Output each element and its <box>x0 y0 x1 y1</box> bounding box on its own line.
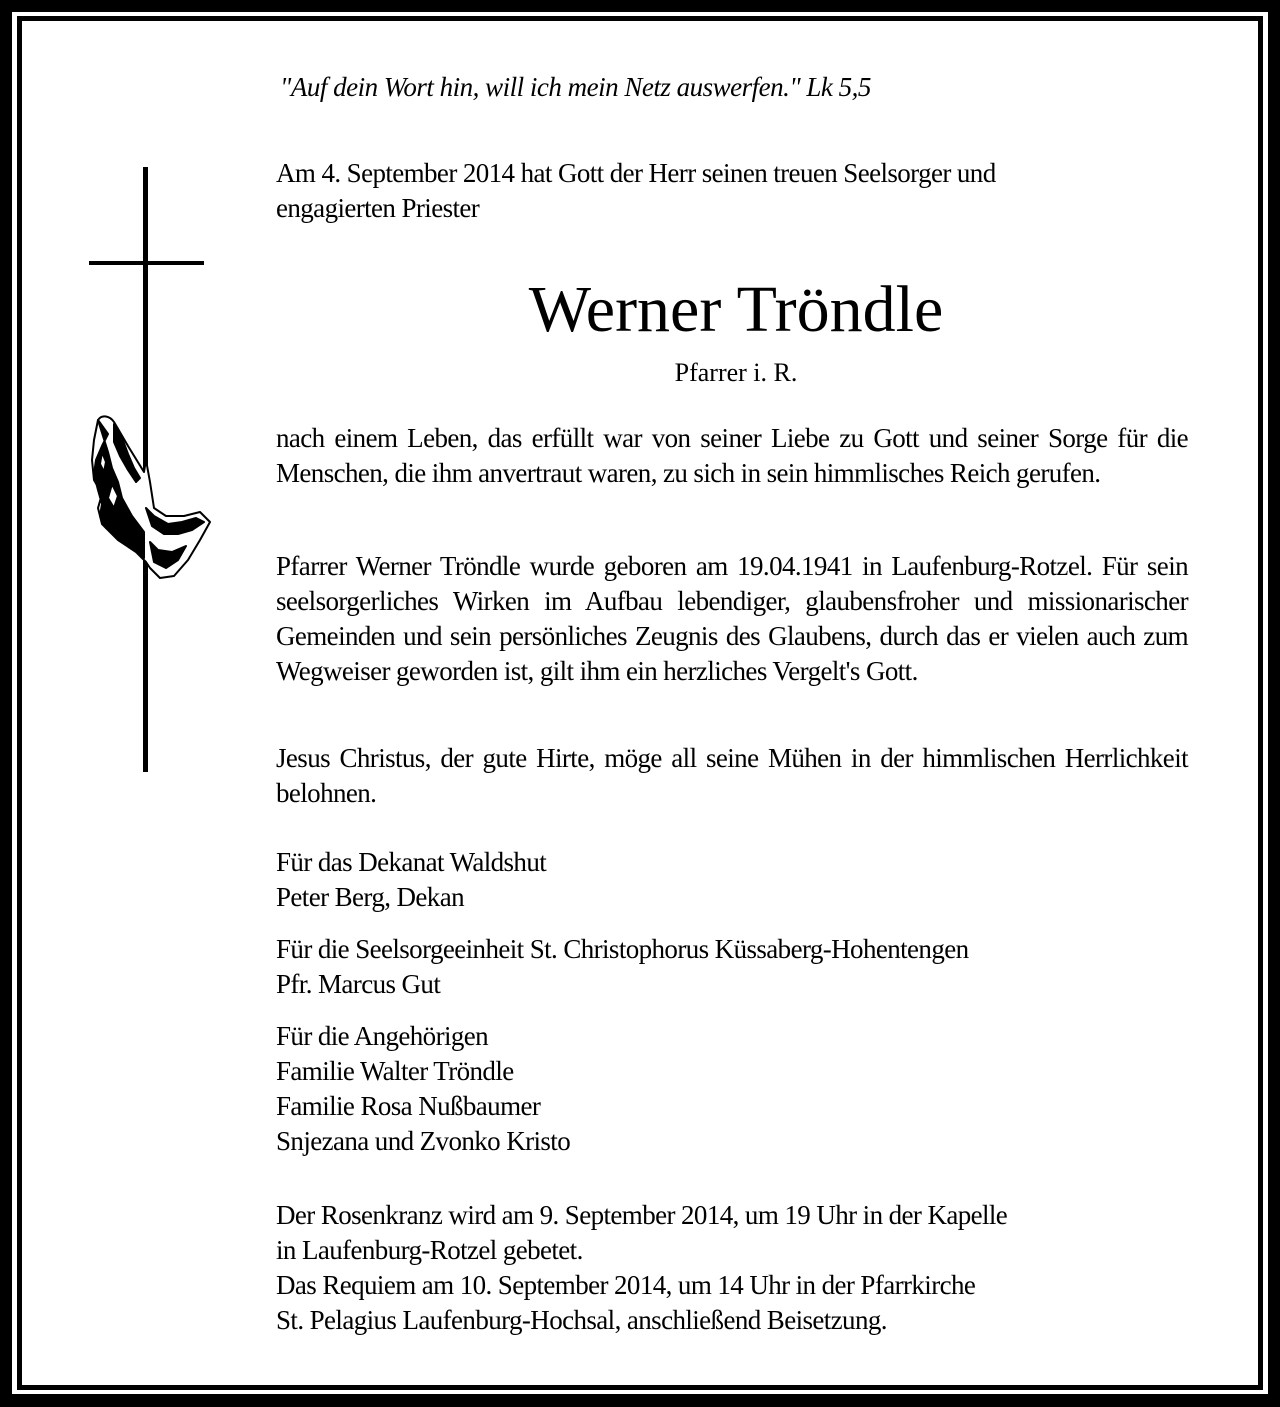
signature-line: Peter Berg, Dekan <box>276 882 464 912</box>
signature-line: Für die Angehörigen <box>276 1021 489 1051</box>
signature-line: Snjezana und Zvonko Kristo <box>276 1126 571 1156</box>
intro-line: Am 4. September 2014 hat Gott der Herr seinen treuen Seelsorger und <box>276 158 996 188</box>
service-announcements <box>276 1198 1188 1338</box>
paragraph-blessing: Jesus Christus, der gute Hirte, möge all seine Mühen in der himmlischen Herrlichkeit belohnen. <box>276 743 1188 808</box>
signature-block-dekanat <box>276 845 1188 915</box>
signature-line: Für die Seelsorgeeinheit St. Christophorus Küssaberg-Hohentengen <box>276 934 969 964</box>
event-line: St. Pelagius Laufenburg-Hochsal, anschließend Beisetzung. <box>276 1305 887 1335</box>
event-line: Das Requiem am 10. September 2014, um 14 Uhr in der Pfarrkirche <box>276 1270 976 1300</box>
intro-text <box>276 156 1188 226</box>
signature-line: Pfr. Marcus Gut <box>276 969 441 999</box>
signature-line: Familie Rosa Nußbaumer <box>276 1091 541 1121</box>
paragraph-biography: Pfarrer Werner Tröndle wurde geboren am 19.04.1941 in Laufenburg-Rotzel. Für sein seelsorgerliches Wirken im Aufbau lebendiger, glaubensfroher und missionarischer Gemeinden und sein persönliches Zeugnis des Glaubens, durch das er vielen auch zum Wegweiser geworden ist, gilt ihm ein herzliches Vergelt's Gott. <box>276 551 1188 686</box>
signature-line: Für das Dekanat Waldshut <box>276 847 547 877</box>
deceased-title <box>276 356 1196 390</box>
signature-line: Familie Walter Tröndle <box>276 1056 514 1086</box>
cross-icon-horizontal-bar <box>89 261 204 265</box>
signature-block-seelsorgeeinheit <box>276 932 1188 1002</box>
event-line: Der Rosenkranz wird am 9. September 2014, um 19 Uhr in der Kapelle <box>276 1200 1008 1230</box>
event-line: in Laufenburg-Rotzel gebetet. <box>276 1235 583 1265</box>
bible-verse-motto: "Auf dein Wort hin, will ich mein Netz auswerfen." Lk 5,5 <box>280 72 871 102</box>
deceased-title-text: Pfarrer i. R. <box>674 358 798 387</box>
paragraph-life: nach einem Leben, das erfüllt war von seiner Liebe zu Gott und seiner Sorge für die Menschen, die ihm anvertraut waren, zu sich in sein himmlisches Reich gerufen. <box>276 423 1188 488</box>
deceased-name: Werner Tröndle <box>528 273 944 346</box>
signature-block-family <box>276 1019 1188 1159</box>
praying-hands-icon <box>88 412 213 582</box>
intro-line: engagierten Priester <box>276 193 480 223</box>
